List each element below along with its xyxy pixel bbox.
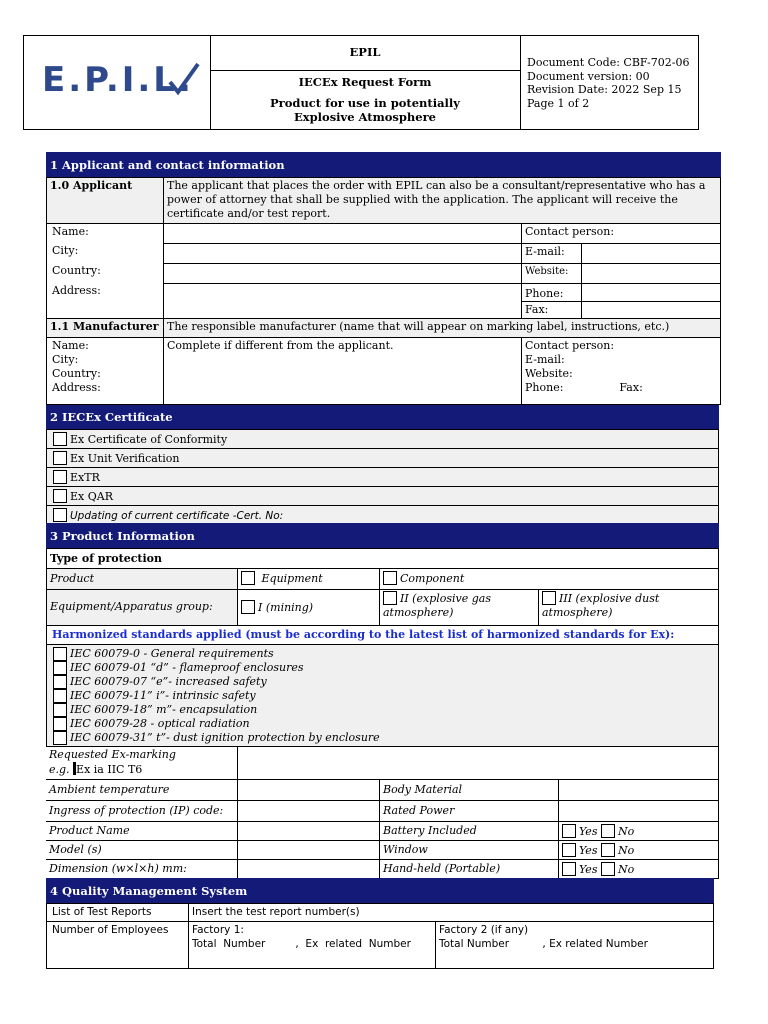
checkbox[interactable] [601, 824, 615, 838]
section-4-header: 4 Quality Management System [46, 878, 714, 903]
checkbox[interactable] [383, 591, 397, 605]
test-reports-label: List of Test Reports [46, 903, 189, 922]
checkbox[interactable] [542, 591, 556, 605]
standard-label: IEC 60079-0 - General requirements [70, 647, 274, 660]
window-label: Window [379, 840, 559, 860]
complete-note: Complete if different from the applicant. [167, 339, 394, 352]
no-label: No [617, 825, 635, 838]
email-label: E-mail: [521, 243, 582, 264]
cert-option-row[interactable] [46, 429, 719, 449]
no-label: No [617, 844, 635, 857]
phone-input[interactable] [581, 283, 721, 302]
m-website: Website: [525, 367, 573, 380]
harmonized-heading: Harmonized standards applied (must be according to the latest list of harmonized standards for Ex): [46, 625, 719, 645]
email-input[interactable] [581, 243, 721, 264]
dimension-label: Dimension (w×l×h) mm: [46, 859, 238, 879]
standard-item[interactable] [53, 647, 715, 661]
group2-label: II (explosive gas atmosphere) [383, 592, 492, 619]
group1-option[interactable] [237, 589, 380, 626]
checkbox[interactable] [241, 600, 255, 614]
standard-item[interactable] [53, 717, 715, 731]
form-subtitle: Product for use in potentially Explosive Atmosphere [270, 96, 460, 124]
phone-label: Phone: [521, 283, 582, 302]
doc-version: Document version: 00 [527, 69, 650, 83]
fax-input[interactable] [581, 301, 721, 319]
type-protection-label: Type of protection [46, 548, 719, 569]
checkmark-icon [166, 60, 202, 96]
rated-power-label: Rated Power [379, 800, 559, 822]
standard-label: IEC 60079-18” m”- encapsulation [70, 703, 258, 716]
ex-marking-example [49, 762, 234, 777]
revision-date: Revision Date: 2022 Sep 15 [527, 83, 682, 96]
applicant-labels-cell [46, 223, 164, 319]
checkbox[interactable] [53, 703, 67, 717]
checkbox[interactable] [53, 675, 67, 689]
yes-label: Yes [579, 844, 598, 857]
ambient-label: Ambient temperature [46, 779, 238, 801]
checkbox[interactable] [562, 862, 576, 876]
ambient-input[interactable] [237, 779, 380, 801]
checkbox[interactable] [53, 731, 67, 745]
ex-marking-label [46, 746, 238, 780]
dimension-input[interactable] [237, 859, 380, 879]
equipment-label: Equipment [261, 572, 323, 585]
country-input[interactable] [163, 263, 522, 284]
cert-option-label: Ex Certificate of Conformity [70, 433, 228, 446]
equipment-option[interactable] [237, 568, 380, 590]
manufacturer-description: The responsible manufacturer (name that will appear on marking label, instructions, etc.) [163, 318, 721, 338]
cert-update-label: Updating of current certificate -Cert. No: [70, 510, 284, 522]
model-label: Model (s) [46, 840, 238, 860]
handheld-yes-no[interactable] [558, 859, 719, 879]
group1-label: I (mining) [258, 601, 314, 614]
ip-code-input[interactable] [237, 800, 380, 822]
group2-option[interactable] [379, 589, 539, 626]
factory1-cell[interactable] [188, 921, 436, 969]
manufacturer-labels-cell [46, 337, 164, 405]
m-name-label: Name: [52, 339, 89, 352]
yes-label: Yes [579, 825, 598, 838]
applicant-description: The applicant that places the order with EPIL can also be a consultant/representative who has a power of attorney that shall be supplied with the application. The applicant will receive the certificate and/or test report. [163, 177, 721, 224]
section-1-header: 1 Applicant and contact information [46, 152, 721, 177]
product-label: Product [46, 568, 238, 590]
m-phone-fax [525, 381, 717, 395]
checkbox[interactable] [53, 470, 67, 484]
yes-label: Yes [579, 863, 598, 876]
ex-marking-input[interactable] [237, 746, 719, 780]
window-yes-no[interactable] [558, 840, 719, 860]
m-fax: Fax: [619, 381, 643, 394]
checkbox[interactable] [241, 571, 255, 585]
doc-code: Document Code: CBF-702-06 [527, 56, 690, 69]
checkbox[interactable] [601, 843, 615, 857]
component-option[interactable] [379, 568, 719, 590]
battery-yes-no[interactable] [558, 821, 719, 841]
fax-label: Fax: [521, 301, 582, 319]
name-label: Name: [52, 225, 89, 238]
model-input[interactable] [237, 840, 380, 860]
standard-item[interactable] [53, 703, 715, 717]
group-label: Equipment/Apparatus group: [46, 589, 238, 626]
standard-label: IEC 60079-31” t”- dust ignition protection by enclosure [70, 731, 380, 744]
standard-label: IEC 60079-07 “e”- increased safety [70, 675, 267, 688]
m-phone: Phone: [525, 381, 564, 394]
standard-label: IEC 60079-01 “d” - flameproof enclosures [70, 661, 304, 674]
battery-label: Battery Included [379, 821, 559, 841]
checkbox[interactable] [601, 862, 615, 876]
test-reports-input[interactable] [188, 903, 714, 922]
standards-list [46, 644, 719, 747]
cert-option-label: Ex QAR [70, 490, 113, 503]
section-2-header: 2 IECEx Certificate [46, 405, 719, 429]
m-contact-person: Contact person: [525, 339, 615, 352]
standard-label: IEC 60079-28 - optical radiation [70, 717, 250, 730]
standard-item[interactable] [53, 731, 715, 745]
eg-value: Ex ia IIC T6 [76, 763, 143, 776]
header-divider-2 [520, 35, 521, 130]
city-input[interactable] [163, 243, 522, 264]
m-city-label: City: [52, 353, 79, 366]
epil-logo [42, 60, 202, 102]
factory2-cell[interactable] [435, 921, 714, 969]
checkbox[interactable] [53, 432, 67, 446]
product-name-input[interactable] [237, 821, 380, 841]
standard-item[interactable] [53, 661, 715, 675]
factory1-numbers: Total Number , Ex related Number [192, 938, 411, 950]
group3-option[interactable] [538, 589, 719, 626]
checkbox[interactable] [53, 489, 67, 503]
m-address-label: Address: [52, 381, 101, 394]
checkbox[interactable] [383, 571, 397, 585]
cert-option-label: ExTR [70, 471, 100, 484]
checkbox[interactable] [53, 451, 67, 465]
country-label: Country: [52, 264, 101, 277]
employees-label: Number of Employees [46, 921, 189, 969]
standard-item[interactable] [53, 675, 715, 689]
checkbox[interactable] [53, 661, 67, 675]
checkbox[interactable] [53, 508, 67, 522]
manufacturer-contact-cell [521, 337, 721, 405]
factory1-label: Factory 1: [192, 924, 244, 936]
cert-update-row[interactable] [46, 505, 719, 524]
standard-label: IEC 60079-11” i”- intrinsic safety [70, 689, 256, 702]
checkbox[interactable] [562, 843, 576, 857]
component-label: Component [400, 572, 465, 585]
checkbox[interactable] [53, 689, 67, 703]
header-divider-3 [210, 70, 520, 71]
doc-info [527, 56, 697, 110]
body-material-label: Body Material [379, 779, 559, 801]
page-number: Page 1 of 2 [527, 96, 590, 110]
contact-person-cell: Contact person: [521, 223, 721, 244]
cert-option-row[interactable] [46, 448, 719, 468]
website-label: Website: [521, 263, 582, 284]
product-name-label: Product Name [46, 821, 238, 841]
manufacturer-input[interactable] [163, 337, 522, 405]
handheld-label: Hand-held (Portable) [379, 859, 559, 879]
cert-option-row[interactable] [46, 486, 719, 506]
m-country-label: Country: [52, 367, 101, 380]
address-input[interactable] [163, 283, 522, 319]
logo-text: E.P.I.L. [42, 60, 194, 100]
checkbox[interactable] [53, 647, 67, 661]
eg-label: e.g. [49, 763, 70, 776]
factory2-label: Factory 2 (if any) [439, 924, 529, 936]
m-email: E-mail: [525, 353, 565, 366]
checkbox[interactable] [562, 824, 576, 838]
website-input[interactable] [581, 263, 721, 284]
name-input[interactable] [163, 223, 522, 244]
section-3-header: 3 Product Information [46, 523, 719, 548]
cert-option-label: Ex Unit Verification [70, 452, 180, 465]
standard-item[interactable] [53, 689, 715, 703]
insert-reports-hint: Insert the test report number(s) [192, 906, 360, 918]
rated-power-input[interactable] [558, 800, 719, 822]
city-label: City: [52, 244, 79, 257]
form-title: IECEx Request Form [298, 75, 432, 89]
applicant-label: 1.0 Applicant [46, 177, 164, 224]
ex-marking-title: Requested Ex-marking [49, 748, 176, 761]
factory2-numbers: Total Number , Ex related Number [439, 938, 648, 950]
body-material-input[interactable] [558, 779, 719, 801]
checkbox[interactable] [53, 717, 67, 731]
company-name: EPIL [349, 45, 381, 59]
address-label: Address: [52, 284, 101, 297]
manufacturer-label: 1.1 Manufacturer [46, 318, 164, 338]
no-label: No [617, 863, 635, 876]
group3-label: III (explosive dust atmosphere) [542, 592, 660, 619]
ip-code-label: Ingress of protection (IP) code: [46, 800, 238, 822]
cert-option-row[interactable] [46, 467, 719, 487]
